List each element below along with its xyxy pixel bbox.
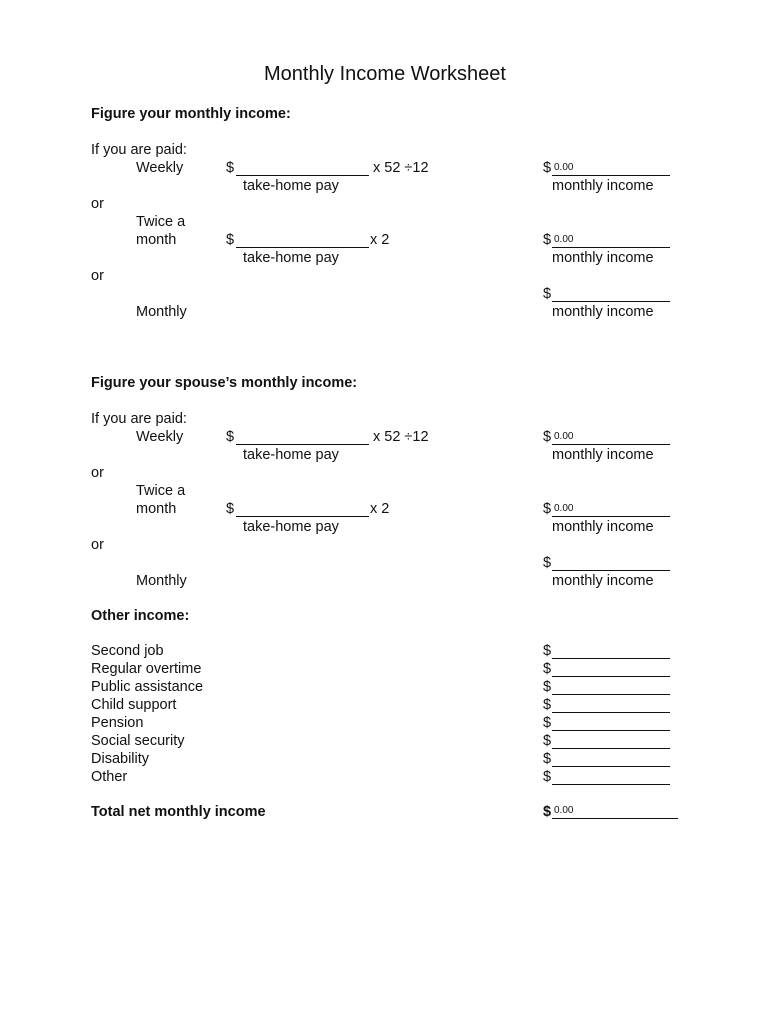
- weekly-operation: x 52 ÷12: [373, 429, 429, 445]
- other-income-input[interactable]: [554, 697, 670, 711]
- other-income-heading: Other income:: [91, 608, 190, 624]
- monthly-income-caption: monthly income: [552, 447, 654, 463]
- total-net-monthly-income-input[interactable]: [554, 803, 678, 817]
- weekly-label: Weekly: [136, 429, 184, 445]
- monthly-income-input[interactable]: [554, 286, 670, 300]
- total-label: Total net monthly income: [91, 804, 266, 820]
- dollar-sign: $: [543, 160, 552, 176]
- take-home-pay-caption: take-home pay: [243, 519, 339, 535]
- monthly-income-caption: monthly income: [552, 304, 654, 320]
- other-income-label: Regular overtime: [91, 661, 202, 677]
- spouse-weekly-monthly-income-field[interactable]: [552, 429, 670, 445]
- weekly-label: Weekly: [136, 160, 184, 176]
- take-home-pay-caption: take-home pay: [243, 250, 339, 266]
- or-label: or: [91, 537, 104, 553]
- other-income-field[interactable]: [552, 715, 670, 731]
- other-income-label: Social security: [91, 733, 185, 749]
- other-income-field[interactable]: [552, 679, 670, 695]
- twice-monthly-income-input[interactable]: [554, 232, 670, 246]
- spouse-weekly-take-home-pay-input[interactable]: [238, 429, 369, 443]
- other-income-input[interactable]: [554, 769, 670, 783]
- other-income-label: Pension: [91, 715, 144, 731]
- monthly-income-caption: monthly income: [552, 519, 654, 535]
- dollar-sign: $: [543, 751, 552, 767]
- spouse-twice-monthly-income-field[interactable]: [552, 501, 670, 517]
- dollar-sign: $: [543, 697, 552, 713]
- dollar-sign: $: [543, 232, 552, 248]
- dollar-sign: $: [543, 429, 552, 445]
- other-income-field[interactable]: [552, 697, 670, 713]
- other-income-field[interactable]: [552, 751, 670, 767]
- dollar-sign: $: [543, 804, 552, 820]
- if-paid-label: If you are paid:: [91, 142, 187, 158]
- other-income-field[interactable]: [552, 733, 670, 749]
- dollar-sign: $: [543, 501, 552, 517]
- other-income-label: Second job: [91, 643, 164, 659]
- other-income-label: Other: [91, 769, 128, 785]
- spouse-monthly-income-field[interactable]: [552, 555, 670, 571]
- other-income-field[interactable]: [552, 643, 670, 659]
- twice-take-home-pay-input[interactable]: [238, 232, 369, 246]
- dollar-sign: $: [226, 429, 235, 445]
- or-label: or: [91, 465, 104, 481]
- or-label: or: [91, 196, 104, 212]
- spouse-monthly-income-input[interactable]: [554, 555, 670, 569]
- weekly-monthly-income-field[interactable]: [552, 160, 670, 176]
- section-heading-self: Figure your monthly income:: [91, 106, 291, 122]
- dollar-sign: $: [543, 555, 552, 571]
- spouse-twice-monthly-income-input[interactable]: [554, 501, 670, 515]
- dollar-sign: $: [543, 679, 552, 695]
- or-label: or: [91, 268, 104, 284]
- dollar-sign: $: [543, 286, 552, 302]
- twice-a-month-label-1: Twice a: [136, 483, 186, 499]
- other-income-input[interactable]: [554, 679, 670, 693]
- spouse-weekly-monthly-income-input[interactable]: [554, 429, 670, 443]
- twice-a-month-label-2: month: [136, 232, 177, 248]
- monthly-income-field[interactable]: [552, 286, 670, 302]
- if-paid-label: If you are paid:: [91, 411, 187, 427]
- weekly-monthly-income-input[interactable]: [554, 160, 670, 174]
- dollar-sign: $: [226, 501, 235, 517]
- twice-take-home-pay-field[interactable]: [236, 232, 369, 248]
- monthly-income-caption: monthly income: [552, 250, 654, 266]
- other-income-field[interactable]: [552, 661, 670, 677]
- monthly-income-caption: monthly income: [552, 573, 654, 589]
- weekly-take-home-pay-field[interactable]: [236, 160, 369, 176]
- dollar-sign: $: [543, 769, 552, 785]
- dollar-sign: $: [226, 232, 235, 248]
- other-income-input[interactable]: [554, 751, 670, 765]
- twice-a-month-label-1: Twice a: [136, 214, 186, 230]
- take-home-pay-caption: take-home pay: [243, 447, 339, 463]
- total-net-monthly-income-field[interactable]: [552, 803, 678, 819]
- page-title: Monthly Income Worksheet: [264, 63, 506, 85]
- spouse-twice-take-home-pay-field[interactable]: [236, 501, 369, 517]
- other-income-field[interactable]: [552, 769, 670, 785]
- section-heading-spouse: Figure your spouse’s monthly income:: [91, 375, 358, 391]
- other-income-input[interactable]: [554, 643, 670, 657]
- take-home-pay-caption: take-home pay: [243, 178, 339, 194]
- other-income-input[interactable]: [554, 733, 670, 747]
- other-income-input[interactable]: [554, 715, 670, 729]
- spouse-weekly-take-home-pay-field[interactable]: [236, 429, 369, 445]
- twice-operation: x 2: [370, 501, 390, 517]
- spouse-twice-take-home-pay-input[interactable]: [238, 501, 369, 515]
- dollar-sign: $: [543, 661, 552, 677]
- dollar-sign: $: [543, 733, 552, 749]
- dollar-sign: $: [226, 160, 235, 176]
- monthly-income-caption: monthly income: [552, 178, 654, 194]
- other-income-label: Child support: [91, 697, 177, 713]
- monthly-label: Monthly: [136, 573, 187, 589]
- monthly-label: Monthly: [136, 304, 187, 320]
- weekly-operation: x 52 ÷12: [373, 160, 429, 176]
- dollar-sign: $: [543, 643, 552, 659]
- dollar-sign: $: [543, 715, 552, 731]
- twice-operation: x 2: [370, 232, 390, 248]
- other-income-label: Disability: [91, 751, 150, 767]
- other-income-input[interactable]: [554, 661, 670, 675]
- twice-a-month-label-2: month: [136, 501, 177, 517]
- weekly-take-home-pay-input[interactable]: [238, 160, 369, 174]
- other-income-label: Public assistance: [91, 679, 204, 695]
- twice-monthly-income-field[interactable]: [552, 232, 670, 248]
